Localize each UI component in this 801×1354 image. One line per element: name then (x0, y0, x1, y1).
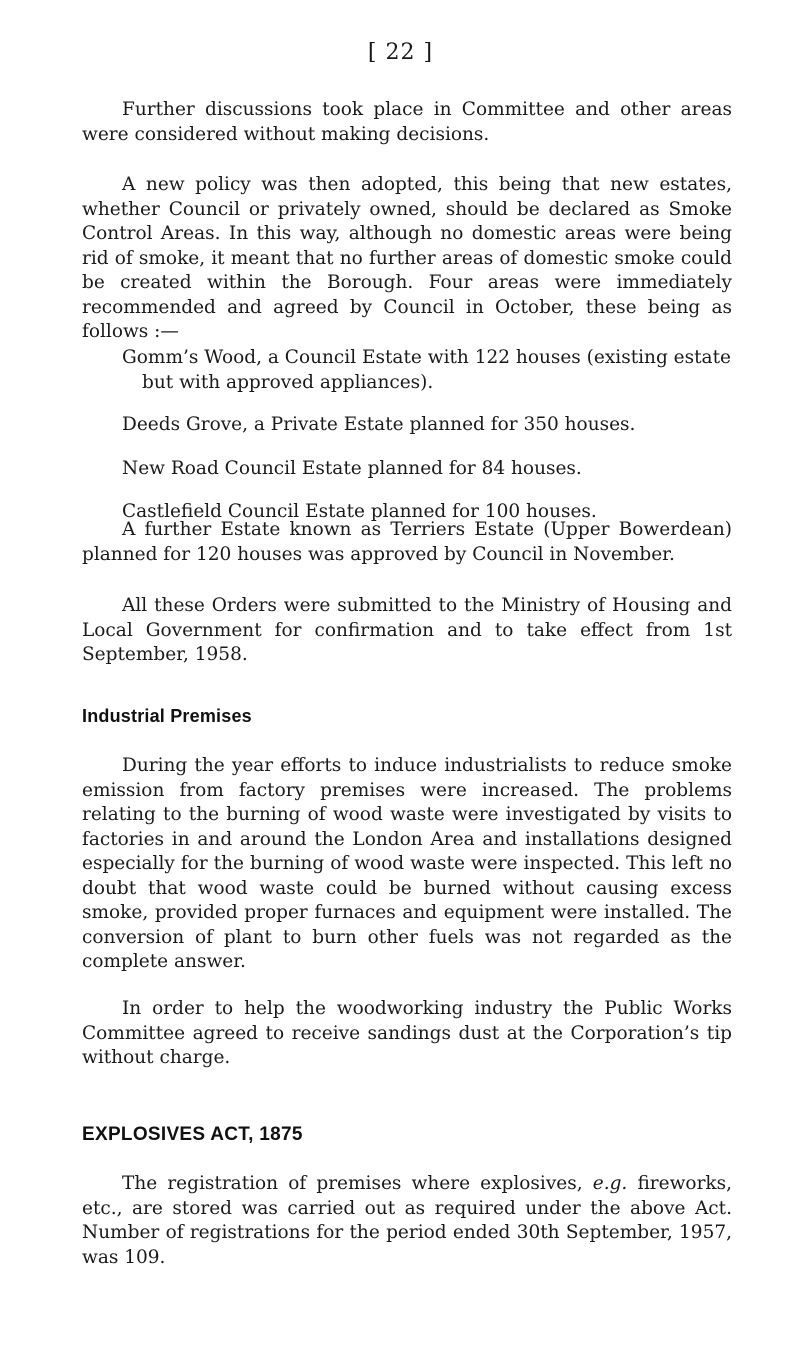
area-item-deeds-grove: Deeds Grove, a Private Estate planned for 350 houses. (122, 414, 636, 435)
section-heading-explosives-act: EXPLOSIVES ACT, 1875 (82, 1124, 303, 1145)
paragraph-further-discussions (82, 98, 732, 147)
paragraph-explosives-registration (82, 1172, 732, 1270)
paragraph-text: In order to help the woodworking industry the Public Works Committee agreed to receive sandings dust at the Corporation’s tip without charge. (82, 998, 732, 1068)
area-item-castlefield: Castlefield Council Estate planned for 100 houses. (122, 501, 597, 522)
paragraph-text: Further discussions took place in Committee and other areas were considered without making decisions. (82, 99, 732, 145)
paragraph-industrial-efforts (82, 754, 732, 975)
area-item-gomms-wood: Gomm’s Wood, a Council Estate with 122 houses (existing estate but with approved appliances). (122, 347, 731, 393)
text-run: The registration of premises where explosives, (122, 1173, 593, 1194)
paragraph-text: During the year efforts to induce industrialists to reduce smoke emission from factory premises were increased. The problems relating to the burning of wood waste were investigated by visits to factories in and around the London Area and installations designed especially for the burning of wood waste were inspected. This left no doubt that wood waste could be burned without causing excess smoke, provided proper furnaces and equipment were installed. The conversion of plant to burn other fuels was not regarded as the complete answer. (82, 755, 732, 972)
areas-list (122, 346, 734, 525)
paragraph-text: A further Estate known as Terriers Estate (Upper Bowerdean) planned for 120 houses was approved by Council in November. (82, 519, 732, 565)
text-run-italic: e.g. (592, 1173, 628, 1194)
paragraph-new-policy (82, 173, 732, 345)
paragraph-ministry-orders (82, 594, 732, 668)
paragraph-woodworking-industry (82, 997, 732, 1071)
paragraph-text: All these Orders were submitted to the Ministry of Housing and Local Government for confirmation and to take effect from 1st September, 1958. (82, 595, 732, 665)
paragraph-text (82, 1172, 732, 1270)
text-run: fireworks, etc., are stored was carried out as required under the above Act. Number of registrations for the period ended 30th September, 1957, was 109. (82, 1173, 732, 1268)
section-heading-industrial-premises: Industrial Premises (82, 706, 252, 726)
paragraph-terriers-estate (82, 518, 732, 567)
paragraph-text: A new policy was then adopted, this being that new estates, whether Council or privately owned, should be declared as Smoke Control Areas. In this way, although no domestic areas were being rid of smoke, it meant that no further areas of domestic smoke could be created within the Borough. Four areas were immediately recommended and agreed by Council in October, these being as follows :— (82, 174, 732, 342)
page-number: [ 22 ] (367, 40, 434, 65)
area-item-new-road: New Road Council Estate planned for 84 houses. (122, 457, 582, 479)
